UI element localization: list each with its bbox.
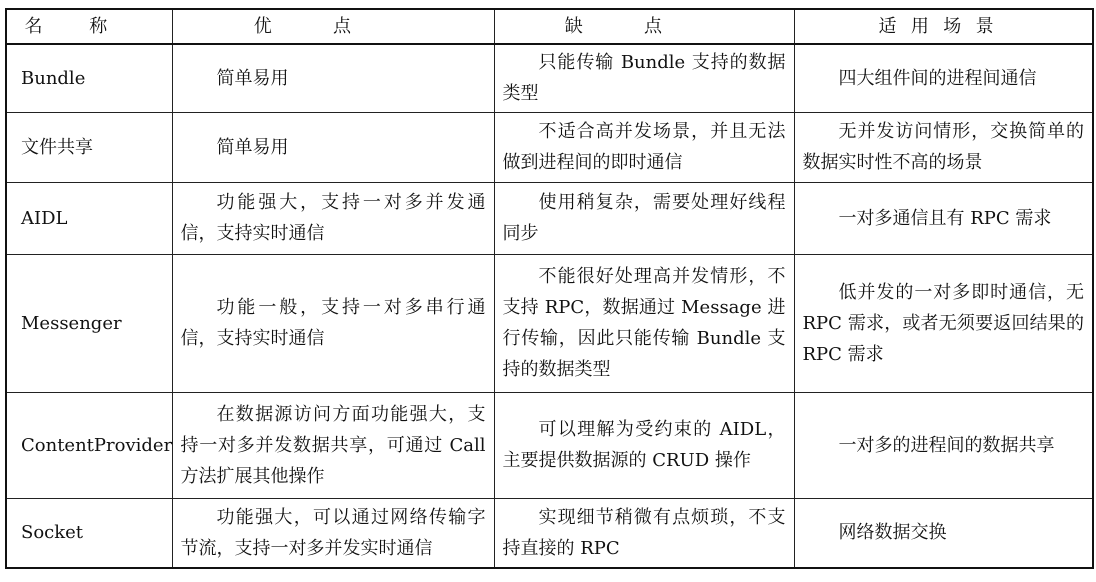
cell-scenario: 一对多通信且有 RPC 需求 bbox=[794, 182, 1093, 254]
cell-scenario: 网络数据交换 bbox=[794, 498, 1093, 568]
cell-pros: 在数据源访问方面功能强大，支持一对多并发数据共享，可通过 Call 方法扩展其他操作 bbox=[172, 392, 494, 498]
cell-name: AIDL bbox=[6, 182, 172, 254]
cell-cons: 实现细节稍微有点烦琐，不支持直接的 RPC bbox=[494, 498, 794, 568]
header-row bbox=[6, 9, 1093, 44]
header-name: 名称 bbox=[6, 9, 172, 44]
table-row bbox=[6, 112, 1093, 182]
cell-scenario: 四大组件间的进程间通信 bbox=[794, 44, 1093, 112]
cell-scenario: 一对多的进程间的数据共享 bbox=[794, 392, 1093, 498]
cell-cons: 只能传输 Bundle 支持的数据类型 bbox=[494, 44, 794, 112]
header-cons: 缺点 bbox=[494, 9, 794, 44]
cell-cons: 不适合高并发场景，并且无法做到进程间的即时通信 bbox=[494, 112, 794, 182]
header-pros: 优点 bbox=[172, 9, 494, 44]
table-row bbox=[6, 182, 1093, 254]
header-scenario: 适用场景 bbox=[794, 9, 1093, 44]
cell-cons: 不能很好处理高并发情形，不支持 RPC，数据通过 Message 进行传输，因此只能传输 Bundle 支持的数据类型 bbox=[494, 254, 794, 392]
cell-name: Messenger bbox=[6, 254, 172, 392]
cell-name: Socket bbox=[6, 498, 172, 568]
cell-pros: 简单易用 bbox=[172, 112, 494, 182]
cell-pros: 功能强大，支持一对多并发通信，支持实时通信 bbox=[172, 182, 494, 254]
table-row bbox=[6, 498, 1093, 568]
table-row bbox=[6, 392, 1093, 498]
ipc-comparison-table-wrapper bbox=[5, 8, 1094, 569]
cell-name: 文件共享 bbox=[6, 112, 172, 182]
cell-name: Bundle bbox=[6, 44, 172, 112]
ipc-comparison-table bbox=[5, 8, 1094, 569]
table-row bbox=[6, 44, 1093, 112]
cell-scenario: 低并发的一对多即时通信，无 RPC 需求，或者无须要返回结果的 RPC 需求 bbox=[794, 254, 1093, 392]
cell-name: ContentProvider bbox=[6, 392, 172, 498]
table-row bbox=[6, 254, 1093, 392]
cell-pros: 功能一般，支持一对多串行通信，支持实时通信 bbox=[172, 254, 494, 392]
cell-pros: 功能强大，可以通过网络传输字节流，支持一对多并发实时通信 bbox=[172, 498, 494, 568]
cell-cons: 可以理解为受约束的 AIDL，主要提供数据源的 CRUD 操作 bbox=[494, 392, 794, 498]
cell-pros: 简单易用 bbox=[172, 44, 494, 112]
cell-cons: 使用稍复杂，需要处理好线程同步 bbox=[494, 182, 794, 254]
cell-scenario: 无并发访问情形，交换简单的数据实时性不高的场景 bbox=[794, 112, 1093, 182]
